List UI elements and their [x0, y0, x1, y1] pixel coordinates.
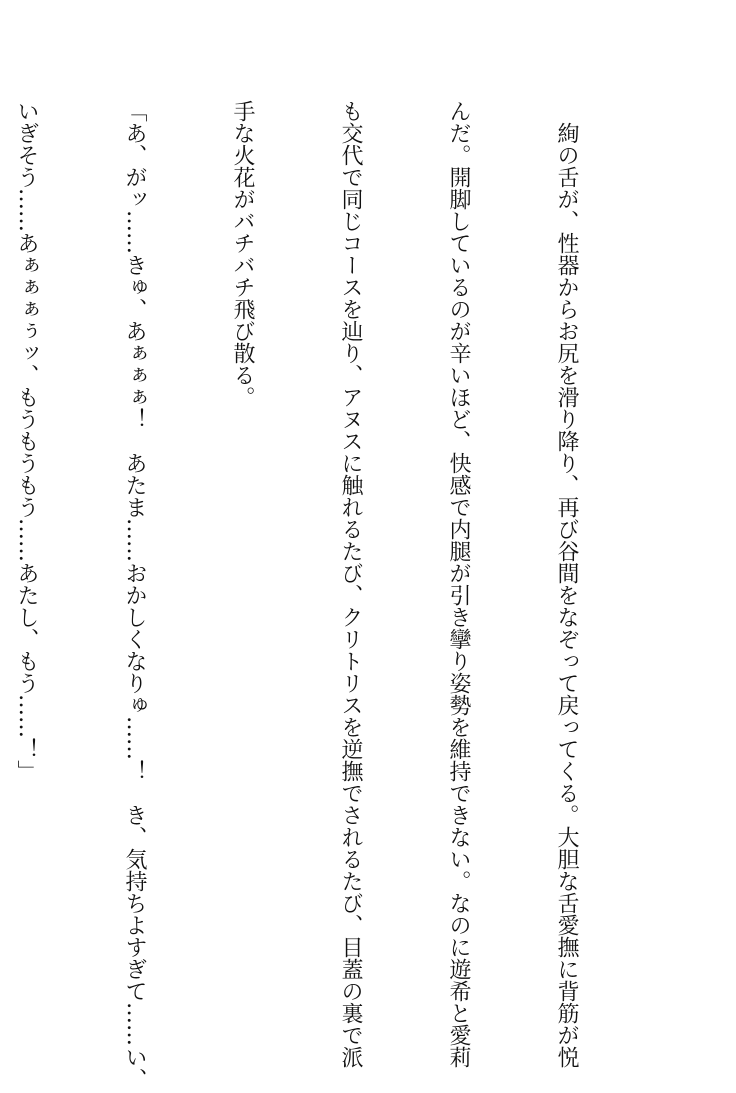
text-line: 絢の舌が、性器からお尻を滑り降り、再び谷間をなぞって戻ってくる。大胆な舌愛撫に背筋が悦 [554, 100, 579, 1068]
text-line: 手な火花がバチバチ飛び散る。 [230, 100, 255, 408]
text-line: んだ。開脚しているのが辛いほど、快感で内腿が引き攣り姿勢を維持できない。なのに遊希と愛莉 [446, 100, 471, 1068]
text-line: も交代で同じコースを辿り、アヌスに触れるたび、クリトリスを逆撫でされるたび、目蓋の裏で派 [338, 100, 363, 1068]
vertical-text-body [0, 100, 656, 1090]
text-line: 「あ、がッ……きゅ、あぁぁぁ！ あたま……おかしくなりゅ……！ き、気持ちよすぎて……い、 [122, 100, 147, 1090]
text-line: いぎそう……あぁぁぁぅッ、もうもうもう……あたし、もう……！」 [14, 100, 39, 782]
